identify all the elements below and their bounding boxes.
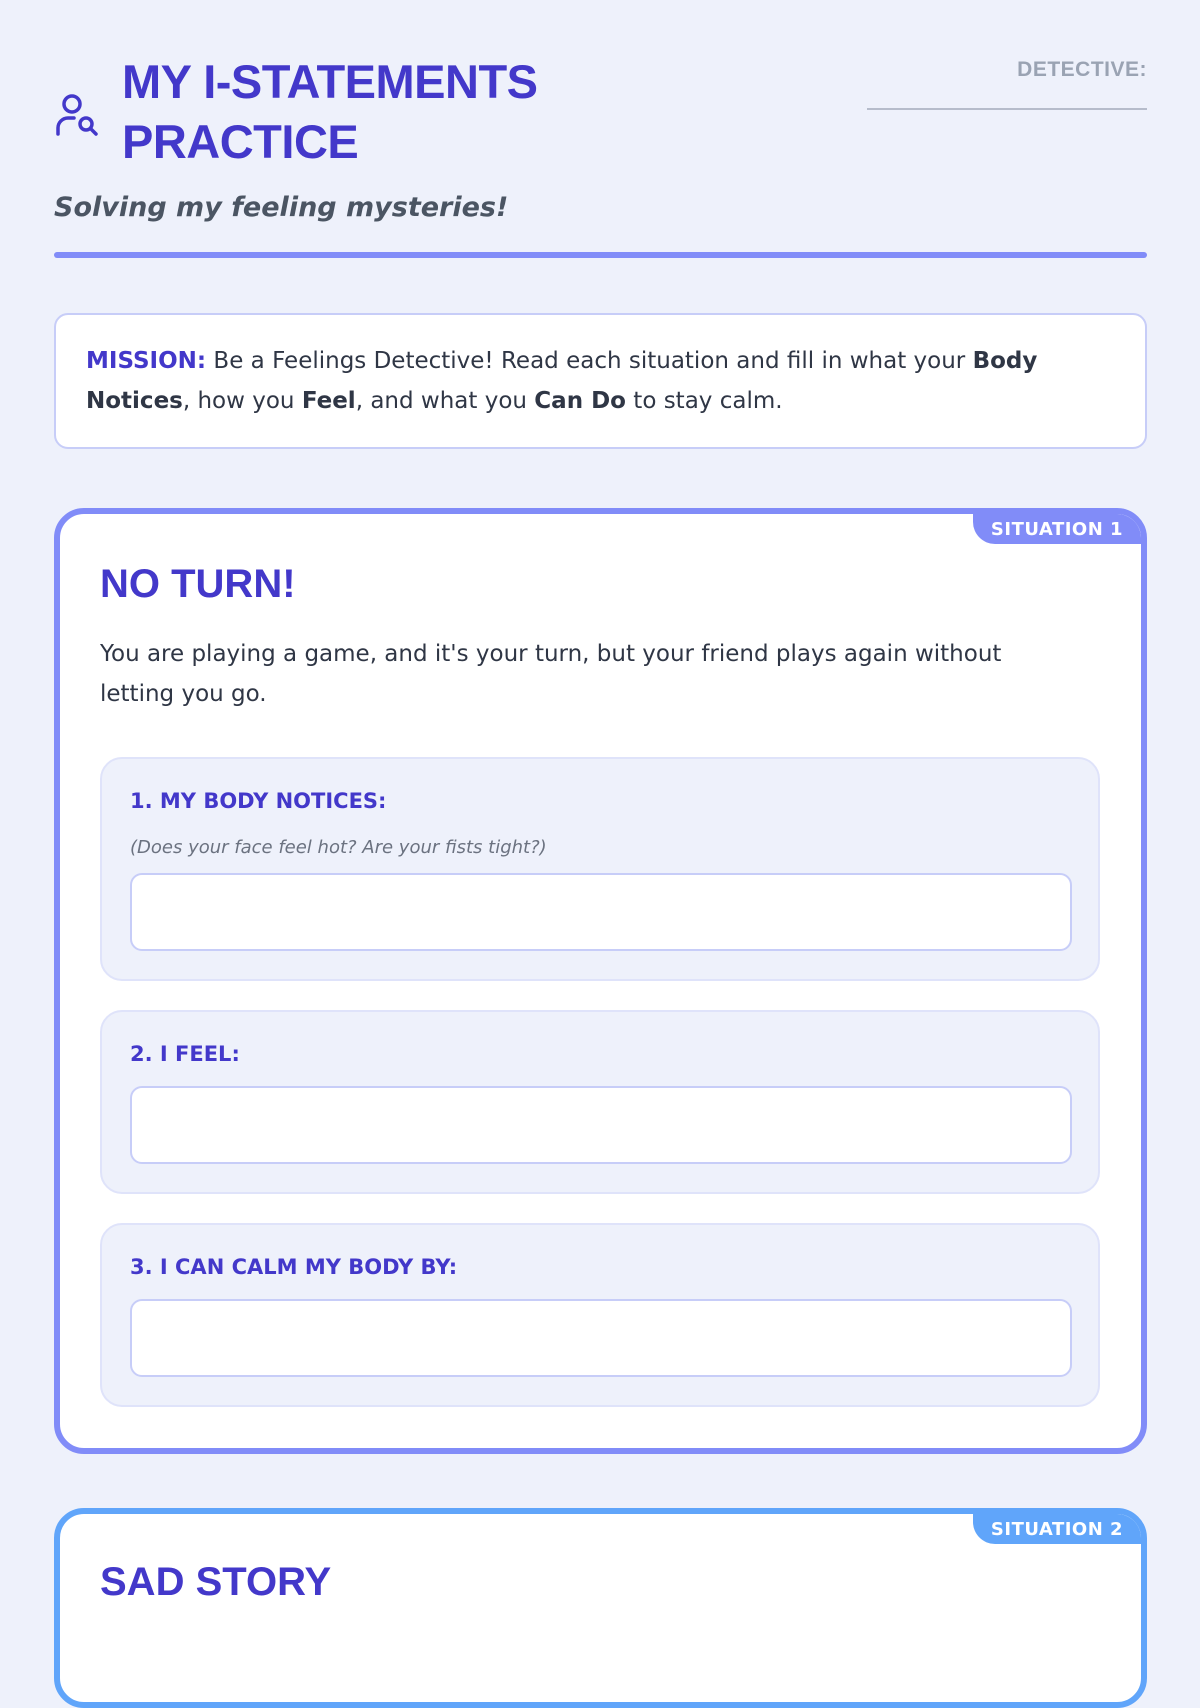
situation-card	[54, 1508, 1147, 1708]
mission-bold-can-do: Can Do	[534, 388, 626, 414]
body-notices-input[interactable]	[130, 873, 1072, 951]
step-i-feel	[100, 1010, 1100, 1194]
user-search-icon	[54, 90, 102, 138]
mission-bold-body: Body Notices	[86, 348, 1038, 414]
mission-text: Be a Feelings Detective! Read each situation and fill in what your	[206, 348, 973, 374]
detective-name-line[interactable]	[867, 108, 1147, 110]
situation-title: NO TURN!	[100, 562, 296, 606]
situation-card	[54, 508, 1147, 1454]
step-hint: (Does your face feel hot? Are your fists tight?)	[130, 837, 547, 858]
mission-text: , and what you	[355, 388, 535, 414]
mission-box	[54, 313, 1147, 449]
step-label: 1. MY BODY NOTICES:	[130, 789, 387, 813]
detective-name-area	[867, 58, 1147, 110]
mission-text: to stay calm.	[625, 388, 783, 414]
worksheet-header	[54, 52, 1147, 223]
step-label: 3. I CAN CALM MY BODY BY:	[130, 1255, 458, 1279]
mission-bold-feel: Feel	[301, 388, 356, 414]
calm-body-input[interactable]	[130, 1299, 1072, 1377]
detective-label: DETECTIVE:	[1017, 58, 1147, 81]
situation-badge: SITUATION 1	[973, 514, 1141, 544]
step-label: 2. I FEEL:	[130, 1042, 240, 1066]
i-feel-input[interactable]	[130, 1086, 1072, 1164]
page-title: MY I-STATEMENTS PRACTICE	[122, 55, 538, 168]
mission-text: , how you	[182, 388, 302, 414]
step-calm-body	[100, 1223, 1100, 1407]
mission-label: MISSION:	[86, 348, 207, 374]
header-divider	[54, 252, 1147, 258]
situation-scenario: You are playing a game, and it's your turn, but your friend plays again without letting you go.	[100, 641, 1002, 707]
step-body-notices	[100, 757, 1100, 981]
page-subtitle: Solving my feeling mysteries!	[54, 192, 509, 223]
situation-badge: SITUATION 2	[973, 1514, 1141, 1544]
situation-title: SAD STORY	[100, 1560, 332, 1604]
